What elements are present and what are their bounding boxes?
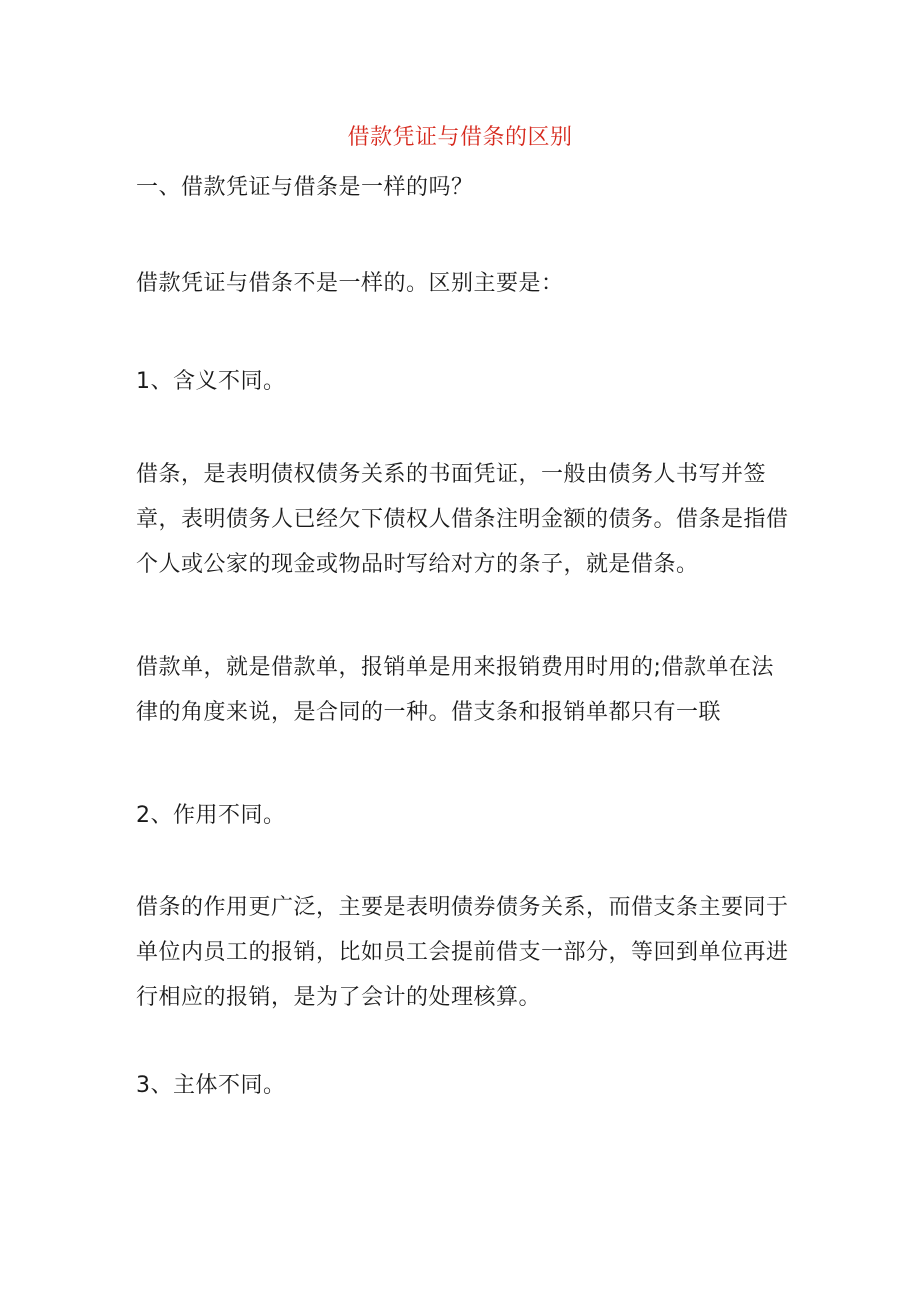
point1-paragraph-1: 借条，是表明债权债务关系的书面凭证，一般由债务人书写并签章，表明债务人已经欠下债权人借条注明金额的债务。借条是指借个人或公家的现金或物品时写给对方的条子，就是借条。 — [136, 462, 789, 577]
point1-paragraph-2: 借款单，就是借款单，报销单是用来报销费用时用的;借款单在法律的角度来说，是合同的一种。借支条和报销单都只有一联 — [136, 655, 774, 725]
question-heading: 一、借款凭证与借条是一样的吗？ — [136, 175, 474, 200]
point3-heading: 3、主体不同。 — [136, 1073, 286, 1098]
point2-paragraph-1: 借条的作用更广泛，主要是表明债券债务关系，而借支条主要同于单位内员工的报销，比如员工会提前借支一部分，等回到单位再进行相应的报销，是为了会计的处理核算。 — [136, 895, 789, 1010]
point1-heading: 1、含义不同。 — [136, 369, 286, 394]
document-title: 借款凭证与借条的区别 — [347, 125, 573, 150]
intro-text: 借款凭证与借条不是一样的。区别主要是： — [136, 271, 564, 296]
point2-heading: 2、作用不同。 — [136, 803, 286, 828]
